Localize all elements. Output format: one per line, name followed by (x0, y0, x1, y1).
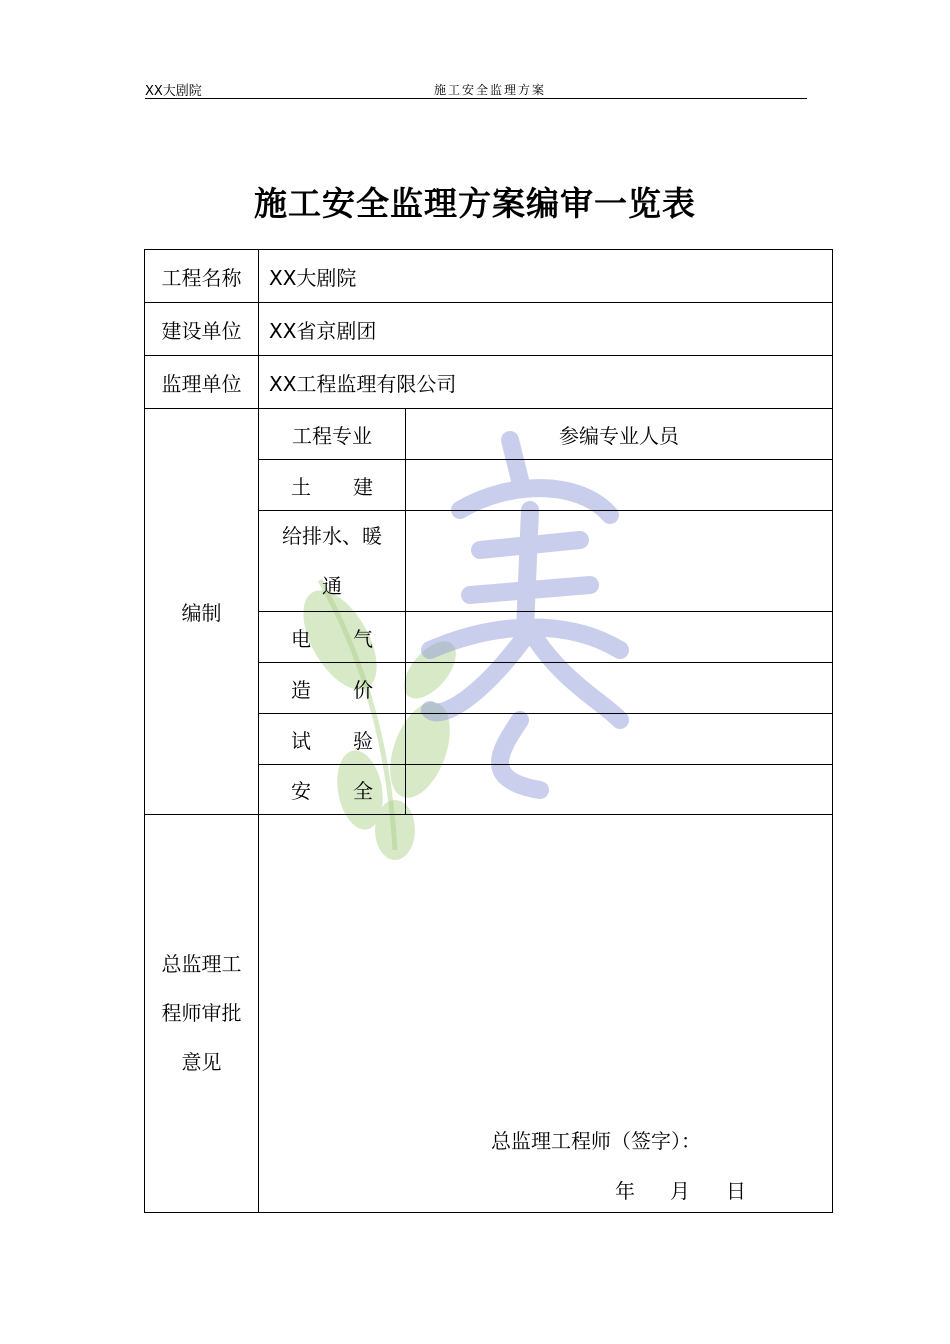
owner-label: 建设单位 (145, 303, 259, 356)
compile-label: 编制 (145, 409, 259, 815)
page-title: 施工安全监理方案编审一览表 (254, 184, 696, 223)
specialty-header: 工程专业 (259, 409, 406, 460)
table-row (145, 303, 833, 356)
specialty-plumbing-hvac: 给排水、暖通 (259, 511, 406, 612)
specialty-testing: 试验 (259, 714, 406, 765)
staff-cell[interactable] (406, 460, 833, 511)
opinion-label-line: 意见 (181, 1050, 222, 1074)
opinion-label (145, 815, 259, 1213)
project-name-label: 工程名称 (145, 250, 259, 303)
staff-cell[interactable] (406, 511, 833, 612)
table-row (145, 356, 833, 409)
header-rule (145, 98, 807, 99)
project-name-value: XX大剧院 (259, 250, 833, 303)
signature-label: 总监理工程师（签字）： (491, 1129, 701, 1153)
supervisor-value: XX工程监理有限公司 (259, 356, 833, 409)
date-day: 日 (726, 1179, 746, 1203)
signature-date (615, 1175, 746, 1204)
staff-cell[interactable] (406, 765, 833, 815)
specialty-cost: 造价 (259, 663, 406, 714)
date-year: 年 (615, 1179, 635, 1203)
staff-cell[interactable] (406, 714, 833, 765)
table-row (145, 815, 833, 1213)
table-row (145, 250, 833, 303)
header-center: 施工安全监理方案 (433, 83, 546, 97)
owner-value: XX省京剧团 (259, 303, 833, 356)
opinion-label-line: 总监理工 (161, 952, 242, 976)
opinion-area[interactable] (259, 815, 833, 1213)
specialty-civil: 土建 (259, 460, 406, 511)
supervisor-label: 监理单位 (145, 356, 259, 409)
specialty-safety: 安全 (259, 765, 406, 815)
date-month: 月 (670, 1179, 690, 1203)
specialty-electrical: 电气 (259, 612, 406, 663)
opinion-label-line: 程师审批 (161, 1001, 242, 1025)
header-left: XX大剧院 (145, 84, 202, 99)
review-table (144, 249, 833, 1213)
staff-cell[interactable] (406, 663, 833, 714)
table-row (145, 409, 833, 460)
staff-header: 参编专业人员 (406, 409, 833, 460)
staff-cell[interactable] (406, 612, 833, 663)
